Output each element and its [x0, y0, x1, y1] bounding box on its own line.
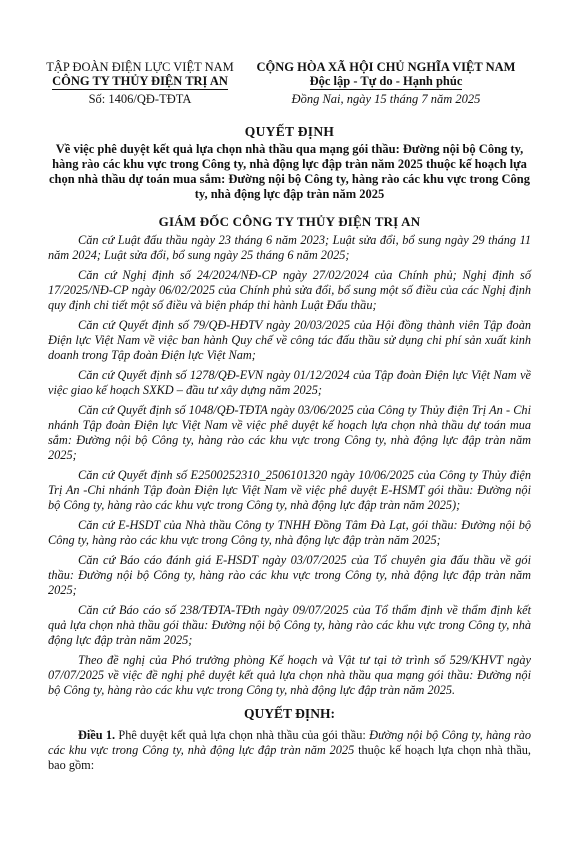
basis-item: Căn cứ Quyết định số E2500252310_2506101320 ngày 10/06/2025 của Công ty Thủy điện Trị An -Chi nhánh Tập đoàn Điện lực Việt Nam về việc phê duyệt E-HSMT gói thầu: Đường nội bộ Công ty, hàng rào các khu vực trong Công ty, nhà động lực đập tràn năm 2025);: [48, 468, 531, 512]
article-1-text-c: thuộc kế hoạch lựa chọn nhà thầu, bao gồm:: [48, 743, 531, 772]
issuer-block: [40, 60, 240, 106]
basis-item: Căn cứ E-HSDT của Nhà thầu Công ty TNHH Đồng Tâm Đà Lạt, gói thầu: Đường nội bộ Công ty, hàng rào các khu vực trong Công ty, nhà động lực đập tràn năm 2025;: [48, 518, 531, 547]
basis-item: Theo đề nghị của Phó trưởng phòng Kế hoạch và Vật tư tại tờ trình số 529/KHVT ngày 07/07/2025 về việc đề nghị phê duyệt kết quả lựa chọn nhà thầu qua mạng gói thầu: Đường nội bộ Công ty, hàng rào các khu vực trong Công ty, nhà động lực đập tràn năm 2025.: [48, 653, 531, 697]
issuing-company: CÔNG TY THỦY ĐIỆN TRỊ AN: [52, 74, 228, 88]
document-subject: Về việc phê duyệt kết quả lựa chọn nhà thầu qua mạng gói thầu: Đường nội bộ Công ty, hàng rào các khu vực trong Công ty, nhà động lực đập tràn năm 2025 thuộc kế hoạch lựa chọn nhà thầu dự toán mua sắm: Đường nội bộ Công ty, hàng rào các khu vực trong Công ty, nhà động lực đập tràn năm 2025: [48, 142, 531, 201]
article-1-package-name: Đường nội bộ Công ty, hàng rào các khu vực trong Công ty, nhà động lực đập tràn năm 2025: [48, 728, 531, 757]
article-1-text-a: Phê duyệt kết quả lựa chọn nhà thầu của gói thầu:: [115, 728, 370, 742]
country-name: CỘNG HÒA XÃ HỘI CHỦ NGHĨA VIỆT NAM: [256, 60, 516, 74]
basis-item: Căn cứ Báo cáo đánh giá E-HSDT ngày 03/07/2025 của Tổ chuyên gia đấu thầu về gói thầu: Đường nội bộ Công ty, hàng rào các khu vực trong Công ty, nhà động lực đập tràn năm 2025;: [48, 553, 531, 597]
document-number: Số: 1406/QĐ-TĐTA: [88, 92, 192, 106]
authority-heading: GIÁM ĐỐC CÔNG TY THỦY ĐIỆN TRỊ AN: [158, 214, 421, 229]
article-1-label: Điều 1.: [78, 728, 116, 742]
document-title: QUYẾT ĐỊNH: [244, 124, 335, 139]
basis-item: Căn cứ Quyết định số 79/QĐ-HĐTV ngày 20/03/2025 của Hội đồng thành viên Tập đoàn Điện lực Việt Nam về việc ban hành Quy chế về công tác đấu thầu sử dụng chi phí sản xuất kinh doanh trong Tập đoàn Điện lực Việt Nam;: [48, 318, 531, 362]
national-motto: Độc lập - Tự do - Hạnh phúc: [309, 74, 463, 88]
article-1: [48, 728, 531, 773]
parent-organization: TẬP ĐOÀN ĐIỆN LỰC VIỆT NAM: [46, 60, 234, 74]
decision-heading: QUYẾT ĐỊNH:: [244, 706, 335, 721]
basis-item: Căn cứ Báo cáo số 238/TĐTA-TĐth ngày 09/07/2025 của Tổ thẩm định về thẩm định kết quả lựa chọn nhà thầu gói thầu: Đường nội bộ Công ty, hàng rào các khu vực trong Công ty, nhà động lực đập tràn năm 2025;: [48, 603, 531, 647]
basis-item: Căn cứ Nghị định số 24/2024/NĐ-CP ngày 27/02/2024 của Chính phủ; Nghị định số 17/2025/NĐ-CP ngày 06/02/2025 của Chính phủ sửa đổi, bổ sung một số điều của các Nghị định quy định chi tiết một số điều và biện pháp thi hành Luật Đấu thầu;: [48, 268, 531, 312]
place-and-date: Đồng Nai, ngày 15 tháng 7 năm 2025: [291, 92, 481, 106]
basis-item: Căn cứ Quyết định số 1048/QĐ-TĐTA ngày 03/06/2025 của Công ty Thủy điện Trị An - Chi nhánh Tập đoàn Điện lực Việt Nam về việc phê duyệt kế hoạch lựa chọn nhà thầu dự toán mua sắm: Đường nội bộ Công ty, hàng rào các khu vực trong Công ty, nhà động lực đập tràn năm 2025;: [48, 403, 531, 462]
national-heading: [241, 60, 531, 106]
document-header: [48, 60, 531, 106]
legal-bases: [48, 233, 531, 698]
basis-item: Căn cứ Luật đấu thầu ngày 23 tháng 6 năm 2023; Luật sửa đổi, bổ sung ngày 29 tháng 11 năm 2024; Luật sửa đổi, bổ sung ngày 25 tháng 6 năm 2025;: [48, 233, 531, 262]
basis-item: Căn cứ Quyết định số 1278/QĐ-EVN ngày 01/12/2024 của Tập đoàn Điện lực Việt Nam về việc giao kế hoạch SXKD – đầu tư xây dựng năm 2025;: [48, 368, 531, 397]
